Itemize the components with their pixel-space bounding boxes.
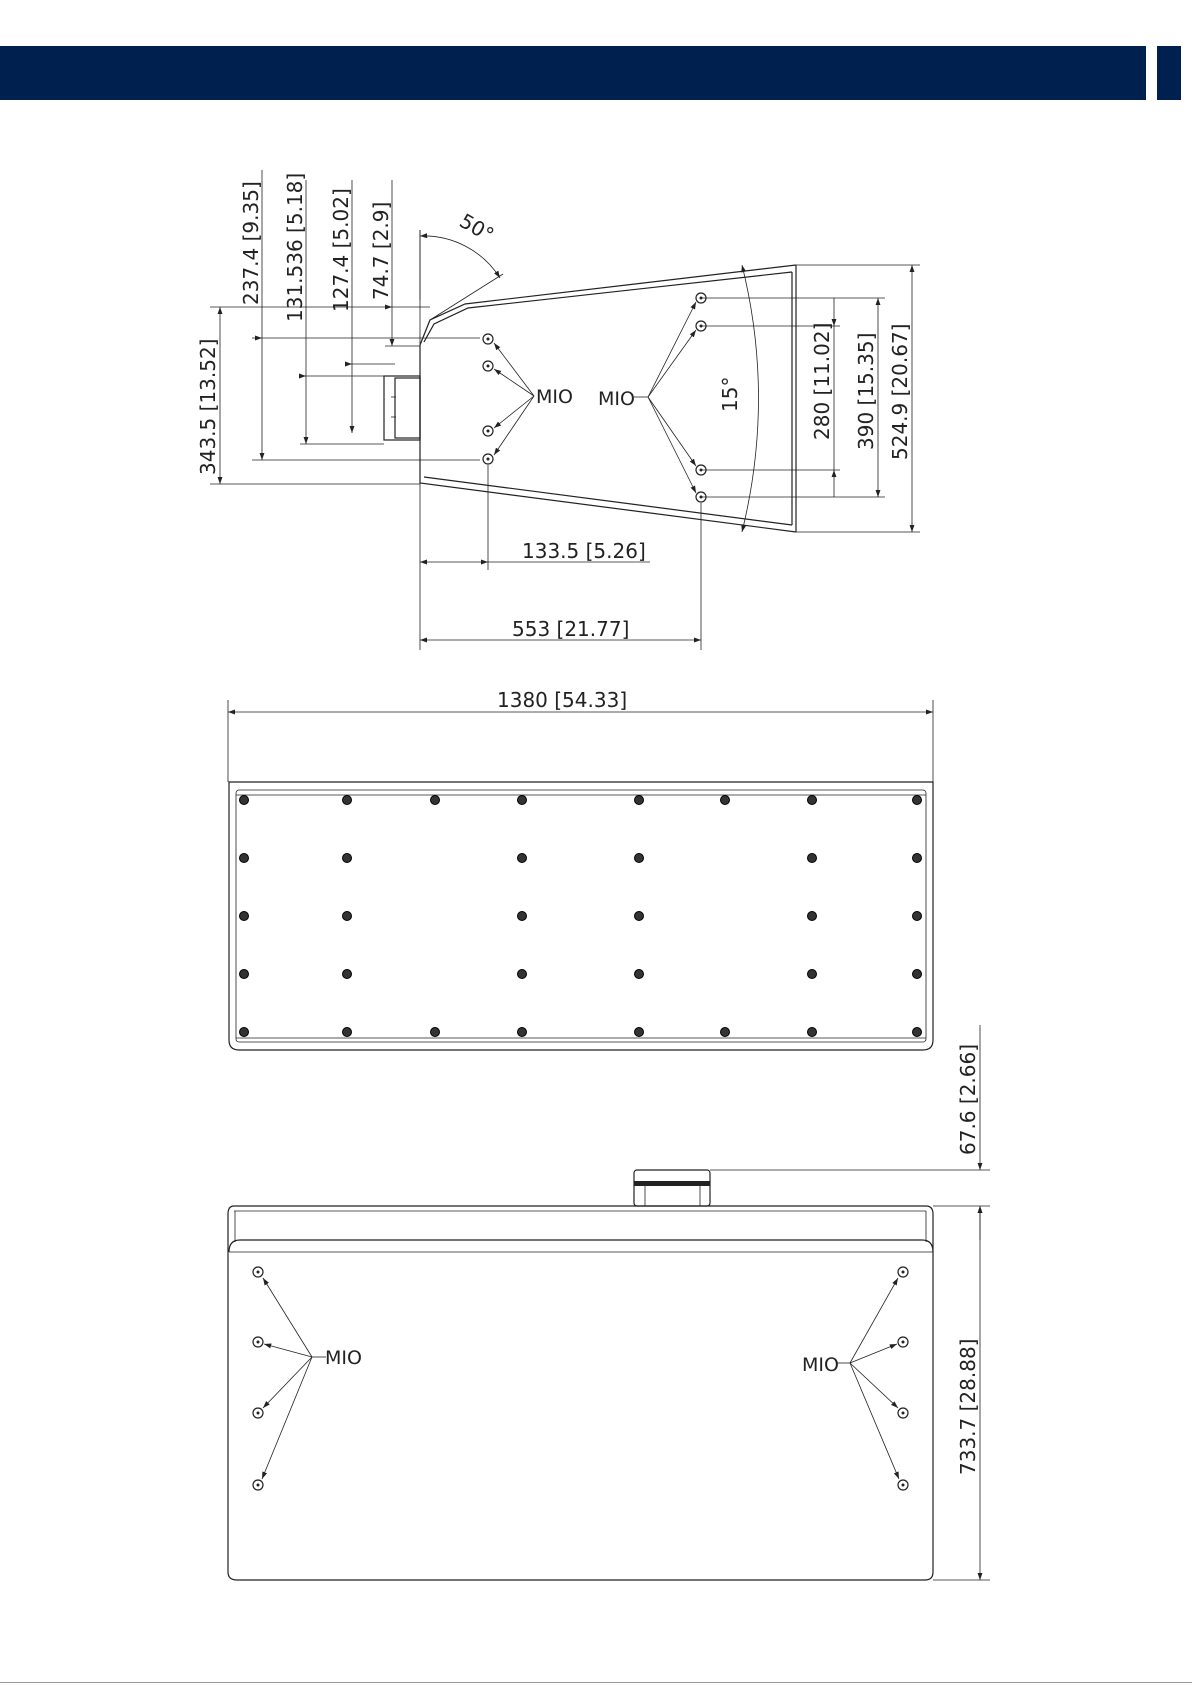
side-mio-leaders — [494, 302, 696, 493]
top-view — [228, 688, 933, 1050]
top-view-bolt — [913, 1028, 922, 1037]
top-view-bolt — [913, 854, 922, 863]
top-view-bolt — [343, 912, 352, 921]
top-view-bolt — [913, 912, 922, 921]
top-view-bolt — [721, 796, 730, 805]
side-mio-label-right: MIO — [598, 388, 635, 410]
rear-view — [228, 1025, 990, 1580]
top-view-bolt — [518, 970, 527, 979]
rear-right-dimensions — [710, 1025, 990, 1580]
dim-390: 390 [15.35] — [854, 332, 878, 450]
dim-524-9: 524.9 [20.67] — [888, 323, 912, 460]
top-view-bolt — [518, 796, 527, 805]
dim-74-7: 74.7 [2.9] — [369, 201, 393, 300]
dim-733-7: 733.7 [28.88] — [956, 1338, 980, 1475]
top-view-bolt — [635, 796, 644, 805]
top-view-bolt — [343, 970, 352, 979]
angle-50-marker — [420, 230, 503, 320]
top-view-bolt — [518, 854, 527, 863]
top-view-bolt — [240, 912, 249, 921]
top-view-bolt — [343, 796, 352, 805]
side-mount-points-right — [696, 293, 706, 502]
top-view-bolt — [431, 796, 440, 805]
top-view-outline — [229, 782, 933, 1050]
top-view-bolt — [635, 1028, 644, 1037]
top-view-bolt — [240, 1028, 249, 1037]
side-view — [196, 170, 920, 650]
angle-15-arc — [742, 265, 759, 532]
rear-mio-label-right: MIO — [802, 1354, 839, 1376]
top-view-bolt — [240, 854, 249, 863]
top-view-bolt — [518, 1028, 527, 1037]
top-view-bolt — [635, 912, 644, 921]
top-view-bolt — [808, 1028, 817, 1037]
side-mount-points-left — [483, 334, 493, 464]
top-view-bolt-grid — [240, 796, 922, 1037]
top-view-bolt — [343, 854, 352, 863]
rear-connector — [634, 1170, 710, 1206]
dim-280: 280 [11.02] — [810, 322, 834, 440]
rear-mio-leaders — [262, 1278, 899, 1479]
dim-127-4: 127.4 [5.02] — [329, 188, 353, 312]
rear-mount-points — [253, 1267, 908, 1490]
side-mio-label-left: MIO — [536, 386, 573, 408]
dim-553: 553 [21.77] — [512, 617, 630, 641]
dim-343-5: 343.5 [13.52] — [196, 338, 220, 475]
rear-mio-label-left: MIO — [325, 1347, 362, 1369]
top-view-bolt — [343, 1028, 352, 1037]
dim-133-5: 133.5 [5.26] — [522, 539, 646, 563]
dim-237-4: 237.4 [9.35] — [239, 181, 263, 305]
top-view-bolt — [721, 1028, 730, 1037]
top-view-bolt — [808, 970, 817, 979]
top-view-bolt — [240, 796, 249, 805]
top-view-bolt — [240, 970, 249, 979]
top-view-bolt — [431, 1028, 440, 1037]
angle-15-label: 15° — [718, 376, 742, 412]
rear-view-outline — [228, 1206, 933, 1580]
top-view-bolt — [635, 854, 644, 863]
rear-connector-band — [634, 1181, 710, 1186]
top-view-bolt — [913, 796, 922, 805]
dim-67-6: 67.6 [2.66] — [956, 1043, 980, 1155]
top-view-bolt — [808, 854, 817, 863]
top-view-bolt — [913, 970, 922, 979]
top-view-bolt — [808, 796, 817, 805]
top-view-bolt — [808, 912, 817, 921]
top-view-bolt — [635, 970, 644, 979]
angle-50-label: 50° — [455, 208, 499, 248]
dim-131-536: 131.536 [5.18] — [283, 172, 307, 322]
dim-1380: 1380 [54.33] — [497, 688, 628, 712]
top-view-bolt — [518, 912, 527, 921]
